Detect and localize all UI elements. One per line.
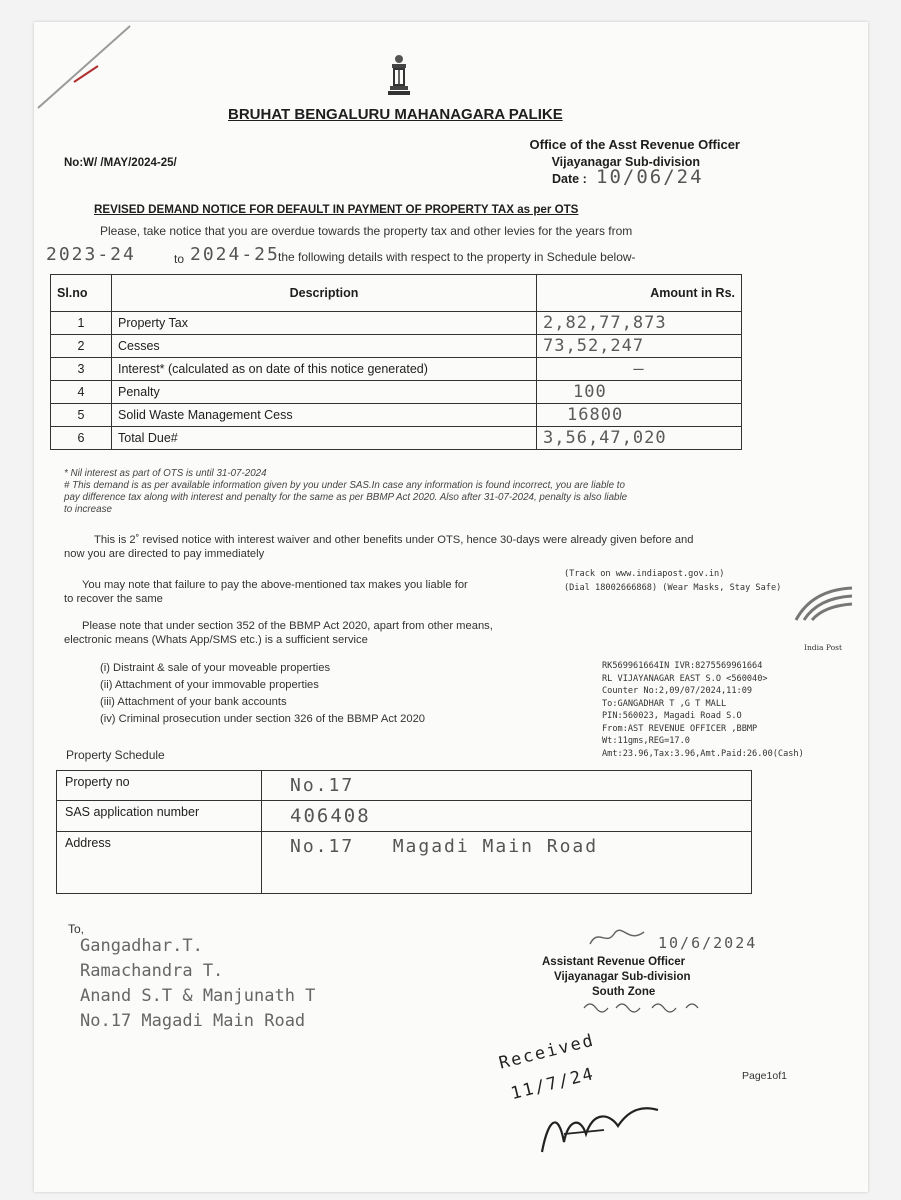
received-label: Received [497, 1030, 597, 1074]
row-slno: 4 [51, 381, 112, 404]
table-row [51, 335, 742, 358]
address-value: No.17 Magadi Main Road [262, 832, 752, 894]
para-service-2: electronic means (Whats App/SMS etc.) is a sufficient service [64, 634, 368, 646]
receipt-line: Counter No:2,09/07/2024,11:09 [602, 686, 753, 696]
reference-number: No:W/ /MAY/2024-25/ [64, 157, 177, 169]
para-service-1: Please note that under section 352 of the BBMP Act 2020, apart from other means, [82, 620, 493, 632]
sas-number-label: SAS application number [57, 801, 262, 832]
table-row [57, 801, 752, 832]
para-revised-1: This is 2˚ revised notice with interest waiver and other benefits under OTS, hence 30-days were already given before and [94, 534, 694, 546]
addressee-line: Gangadhar.T. [80, 936, 203, 956]
receipt-dial-line: (Dial 18002666868) (Wear Masks, Stay Safe) [564, 583, 782, 593]
office-line-1: Office of the Asst Revenue Officer [529, 137, 740, 152]
kannada-stamp-text [582, 1000, 712, 1014]
handwritten-sign-date: 10/6/2024 [658, 934, 758, 952]
header-slno: Sl.no [51, 275, 112, 312]
receipt-track-line: (Track on www.indiapost.gov.in) [564, 569, 725, 579]
addressee-lines [80, 934, 315, 1034]
row-description: Total Due# [112, 427, 537, 450]
header-amount: Amount in Rs. [537, 275, 742, 312]
row-description: Interest* (calculated as on date of this notice generated) [112, 358, 537, 381]
sas-number-value: 406408 [262, 801, 752, 832]
receipt-line: PIN:560023, Magadi Road S.O [602, 711, 742, 721]
receipt-line: Wt:11gms,REG=17.0 [602, 736, 690, 746]
row-description: Cesses [112, 335, 537, 358]
notice-page [34, 22, 868, 1192]
row-slno: 5 [51, 404, 112, 427]
receipt-line: RL VIJAYANAGAR EAST S.O <560040> [602, 673, 768, 684]
notice-title: REVISED DEMAND NOTICE FOR DEFAULT IN PAYMENT OF PROPERTY TAX as per OTS [94, 203, 579, 216]
para-liability-1: You may note that failure to pay the above-mentioned tax makes you liable for [82, 579, 468, 591]
org-title: BRUHAT BENGALURU MAHANAGARA PALIKE [228, 106, 563, 123]
table-row [51, 381, 742, 404]
signature-mark [588, 926, 648, 950]
signatory-subdivision: Vijayanagar Sub-division [554, 971, 691, 983]
address-label: Address [57, 832, 262, 894]
header-description: Description [112, 275, 537, 312]
row-description: Penalty [112, 381, 537, 404]
list-item: (iii) Attachment of your bank accounts [100, 696, 287, 708]
intro-line-1: Please, take notice that you are overdue towards the property tax and other levies for the years from [100, 224, 633, 238]
list-item: (i) Distraint & sale of your moveable properties [100, 662, 331, 674]
page-number: Page1of1 [742, 1070, 787, 1082]
row-slno: 6 [51, 427, 112, 450]
table-row [51, 404, 742, 427]
addressee-line: Ramachandra T. [80, 961, 224, 981]
footnote-demand-3: to increase [64, 504, 112, 515]
footnote-demand-2: pay difference tax along with interest and penalty for the same as per BBMP Act 2020. Also after 31-07-2024, penalty is also liable [64, 492, 628, 503]
table-row [51, 312, 742, 335]
footnote-demand-1: # This demand is as per available information given by you under SAS.In case any information is found incorrect, you are liable to [64, 480, 625, 491]
office-line-2: Vijayanagar Sub-division [551, 155, 700, 169]
received-signature [534, 1090, 664, 1160]
addressee-line: No.17 Magadi Main Road [80, 1011, 306, 1031]
para-revised-2: now you are directed to pay immediately [64, 548, 265, 560]
bbmp-emblem-icon [386, 54, 412, 98]
row-amount: 100 [537, 381, 742, 404]
table-row [51, 427, 742, 450]
row-amount: 73,52,247 [537, 335, 742, 358]
property-no-value: No.17 [262, 771, 752, 801]
signatory-zone: South Zone [592, 986, 656, 998]
receipt-line: RK569961664IN IVR:8275569961664 [602, 661, 763, 671]
year-to: 2024-25 [190, 244, 280, 265]
receipt-details [602, 660, 804, 760]
row-description: Solid Waste Management Cess [112, 404, 537, 427]
year-from: 2023-24 [46, 244, 136, 265]
intro-line-2: the following details with respect to the property in Schedule below- [278, 250, 636, 264]
row-slno: 1 [51, 312, 112, 335]
row-slno: 2 [51, 335, 112, 358]
date-label: Date : [552, 172, 587, 186]
year-to-label: to [174, 252, 185, 266]
page-fold-mark [34, 22, 144, 112]
row-amount: — [537, 358, 742, 381]
schedule-heading: Property Schedule [66, 748, 165, 762]
property-schedule-table [56, 770, 752, 894]
table-row [51, 358, 742, 381]
table-row [57, 832, 752, 894]
row-amount: 3,56,47,020 [537, 427, 742, 450]
action-list [100, 660, 425, 728]
received-acknowledgement [494, 1030, 704, 1162]
footnote-interest: * Nil interest as part of OTS is until 31-07-2024 [64, 468, 267, 479]
addressee-line: Anand S.T & Manjunath T [80, 986, 316, 1006]
row-amount: 16800 [537, 404, 742, 427]
to-label: To, [68, 922, 85, 936]
receipt-line: Amt:23.96,Tax:3.96,Amt.Paid:26.00(Cash) [602, 748, 804, 759]
row-description: Property Tax [112, 312, 537, 335]
para-liability-2: to recover the same [64, 593, 163, 605]
row-slno: 3 [51, 358, 112, 381]
receipt-line: To:GANGADHAR T ,G T MALL [602, 698, 727, 709]
list-item: (iv) Criminal prosecution under section 326 of the BBMP Act 2020 [100, 713, 426, 725]
received-date: 11/7/24 [508, 1063, 597, 1105]
table-row [57, 771, 752, 801]
signatory-title: Assistant Revenue Officer [542, 956, 686, 968]
india-post-brand: India Post [804, 643, 842, 652]
property-no-label: Property no [57, 771, 262, 801]
demand-table-header [51, 275, 742, 312]
date-value: 10/06/24 [596, 166, 704, 188]
receipt-line: From:AST REVENUE OFFICER ,BBMP [602, 723, 758, 734]
list-item: (ii) Attachment of your immovable properties [100, 679, 319, 691]
row-amount: 2,82,77,873 [537, 312, 742, 335]
india-post-logo-icon [792, 584, 856, 624]
demand-table [50, 274, 742, 450]
